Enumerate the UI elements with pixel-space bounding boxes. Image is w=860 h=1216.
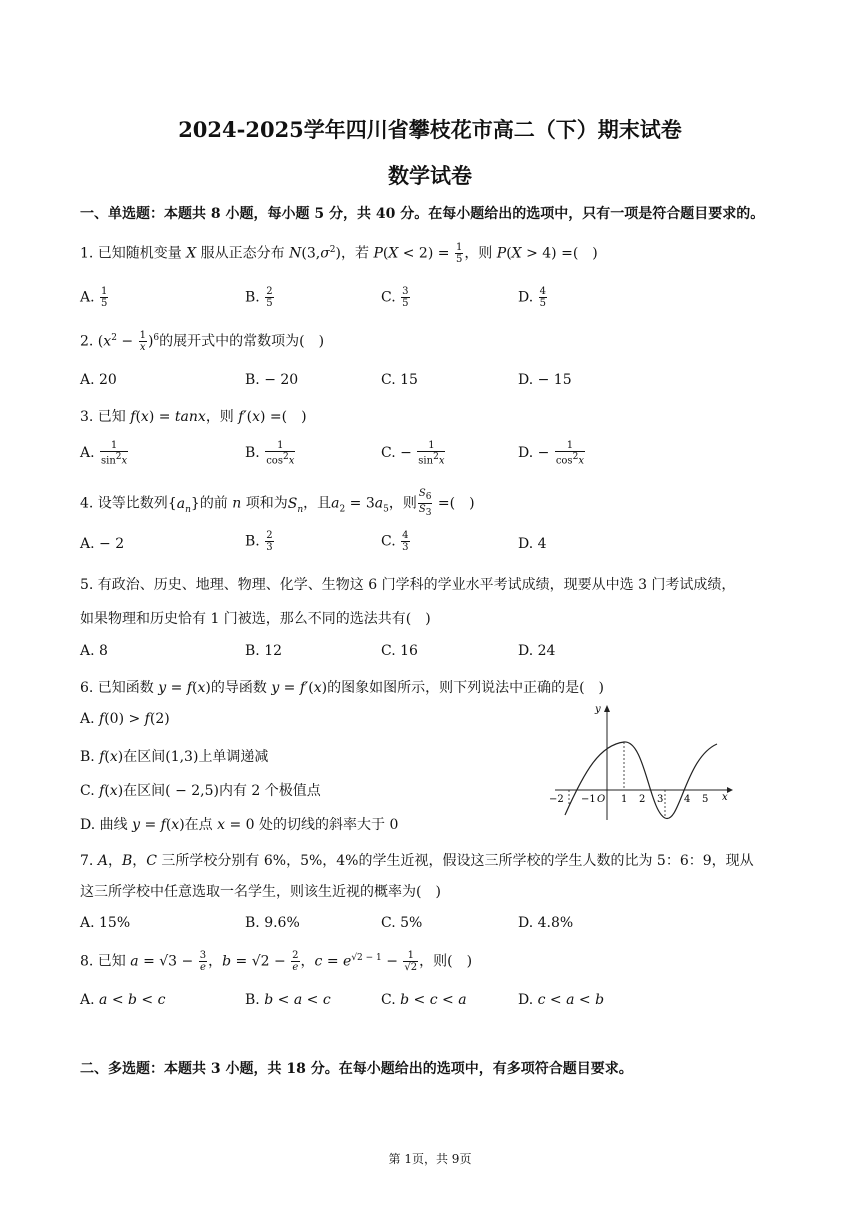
q5-option-c: C. 16 (381, 643, 418, 659)
q6-option-a: A. f(0) > f(2) (80, 711, 170, 727)
q4-option-b: B. $\frac{2}{3}$ (245, 530, 273, 553)
q4-option-a: A. − 2 (80, 536, 125, 552)
tick-label-4: 4 (684, 794, 691, 805)
q7-option-b: B. 9.6% (245, 915, 300, 931)
y-axis-arrow (604, 705, 610, 712)
q5-option-a: A. 8 (80, 643, 108, 659)
q2-option-b: B. − 20 (245, 372, 299, 388)
tick-label-5: 5 (702, 794, 709, 805)
question-7-line-1: 7. A，B，C 三所学校分别有 6%，5%，4%的学生近视，假设这三所学校的学生人数的比为 5：6：9，现从 (80, 853, 754, 869)
section-heading-multi-choice: 二、多选题：本题共 3 小题，共 18 分。在每小题给出的选项中，有多项符合题目要求。 (80, 1061, 633, 1077)
q2-option-a: A. 20 (80, 372, 117, 388)
q4-option-d: D. 4 (518, 536, 547, 552)
q6-option-b: B. f(x)在区间(1,3)上单调递减 (80, 749, 269, 765)
q7-option-c: C. 5% (381, 915, 423, 931)
q8-option-d: D. c < a < b (518, 992, 605, 1008)
q8-option-a: A. a < b < c (80, 992, 166, 1008)
y-axis-label: y (595, 704, 601, 715)
q8-option-c: C. b < c < a (381, 992, 467, 1008)
q1-option-c: C. $\frac{3}{5}$ (381, 286, 409, 309)
q7-option-d: D. 4.8% (518, 915, 574, 931)
q8-option-b: B. b < a < c (245, 992, 331, 1008)
page-title: 2024-2025学年四川省攀枝花市高二（下）期末试卷 (178, 117, 682, 142)
q3-option-b: B. $\frac{1}{\cos^2x}$ (245, 440, 295, 467)
q3-option-d: D. − $\frac{1}{\cos^2x}$ (518, 440, 584, 467)
question-7-line-2: 这三所学校中任意选取一名学生，则该生近视的概率为( ) (80, 884, 441, 900)
q2-option-c: C. 15 (381, 372, 418, 388)
question-2: 2. ($x^2$ − $\frac{1}{x}$ )$^6$的展开式中的常数项为( ) (80, 330, 325, 353)
tick-label-2: 2 (639, 794, 646, 805)
question-6: 6. 已知函数 y = f(x)的导函数 y = f′(x)的图象如图所示，则下列说法中正确的是( ) (80, 680, 605, 696)
q6-option-c: C. f(x)在区间( − 2,5)内有 2 个极值点 (80, 783, 321, 799)
page-number: 第 1页，共 9页 (388, 1152, 472, 1166)
q3-option-a: A. $\frac{1}{\sin^2x}$ (80, 440, 128, 467)
question-5-line-1: 5. 有政治、历史、地理、物理、化学、生物这 6 门学科的学业水平考试成绩，现要从中选 3 门考试成绩， (80, 577, 736, 593)
q1-option-d: D. $\frac{4}{5}$ (518, 286, 547, 309)
derivative-curve (565, 742, 717, 819)
tick-label-3: 3 (657, 794, 664, 805)
question-3: 3. 已知 f(x) = tanx，则 f′(x) =( ) (80, 409, 307, 425)
q5-option-b: B. 12 (245, 643, 283, 659)
q1-option-a: A. $\frac{1}{5}$ (80, 286, 108, 309)
q3-option-c: C. − $\frac{1}{\sin^2x}$ (381, 440, 445, 467)
section-heading-single-choice: 一、单选题：本题共 8 小题，每小题 5 分，共 40 分。在每小题给出的选项中，只有一项是符合题目要求的。 (80, 206, 765, 222)
q4-option-c: C. $\frac{4}{3}$ (381, 530, 409, 553)
question-4: 4. 设等比数列$\{a_n\}$的前 n 项和为$S_n$，且$a_2 = 3a_5$，则 $\frac{S_6}{S_3}$ =( ) (80, 488, 475, 518)
question-8: 8. 已知 a = √3 − $\frac{3}{e}$ ，b = √2 − $\frac{2}{e}$ ，$c = e^{√2 - 1}$ − $\frac{1}{√2}$ ，则( ) (80, 950, 473, 973)
page-subtitle: 数学试卷 (388, 163, 472, 188)
q6-option-d: D. 曲线 y = f(x)在点 x = 0 处的切线的斜率大于 0 (80, 817, 399, 833)
derivative-graph (545, 700, 735, 825)
question-1: 1. 已知随机变量 X 服从正态分布 $N(3,\sigma^2)$，若 P(X < 2) = $\frac{1}{5}$ ，则 P(X > 4) =( ) (80, 242, 598, 265)
q1-option-b: B. $\frac{2}{5}$ (245, 286, 273, 309)
q2-option-d: D. − 15 (518, 372, 572, 388)
x-axis-label: x (722, 792, 728, 803)
q5-option-d: D. 24 (518, 643, 556, 659)
origin-label: O (597, 794, 606, 805)
tick-label-1: 1 (621, 794, 628, 805)
tick-label-neg2: −2 (549, 794, 564, 805)
q7-option-a: A. 15% (80, 915, 131, 931)
x-axis-arrow (727, 787, 733, 793)
question-5-line-2: 如果物理和历史恰有 1 门被选，那么不同的选法共有( ) (80, 611, 431, 627)
tick-label-neg1: −1 (581, 794, 596, 805)
